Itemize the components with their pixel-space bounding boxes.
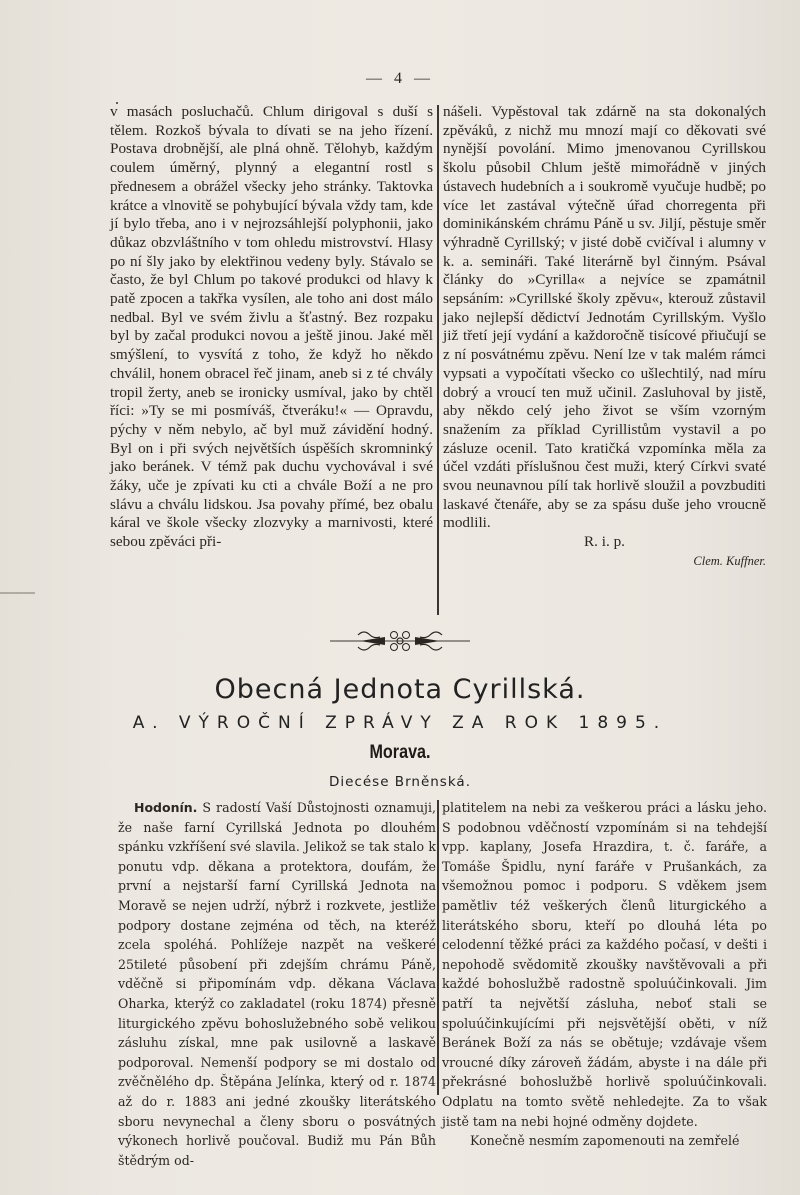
ornament-scroll	[358, 644, 380, 650]
ornament-scroll	[420, 644, 442, 650]
report-right-last-line: Konečně nesmím zapomenouti na zemřelé	[470, 1133, 740, 1149]
report-right-text: platitelem na nebi za veškerou práci a lásku jeho. S podobnou vděčností vzpomínám si na tehdejší vpp. kaplany, Josefa Hrazdira, t. č. faráře, a Tomáše Špidlu, nyní faráře v Prušankách, za všemožnou pomoc i podporu. S vděkem jsem pamětliv též veškerých členů liturgického a literátského sboru, kteří po dlouhá léta po celodenní těžké práci za každého počasí, v dešti i nepohodě svědomitě zkoušky navštěvovali a při každé bohoslužbě radostně spoluúčinkovali. Jim patří ta největší zásluha, neboť stali se spoluúčinkujícími při nejsvětější oběti, v níž Beránek Boží za nás se obětuje; vzdávaje všem vroucné díky zároveň žádám, abyste i na dále při překrásné bohoslužbě horlivě spoluúčinkovali. Odplatu na tomto světě nehledejte. Za to však jistě tam na nebi hojné odměny dojdete.	[442, 800, 767, 1129]
report-paragraph	[118, 798, 436, 1170]
ornament-arrow-right	[415, 637, 440, 645]
ornament-petal	[403, 632, 410, 639]
column-divider-lower	[437, 800, 439, 1095]
author-signature: Clem. Kuffner.	[693, 553, 766, 568]
region-heading: Morava.	[369, 742, 431, 763]
closing-rip: R. i. p.	[584, 533, 625, 551]
ornament-petal	[403, 644, 410, 651]
article-left-text: v masách posluchačů. Chlum dirigoval s duší s tělem. Rozkoš bývala to dívati se na jeho řízení. Postava drobnější, ale plná ohně. Tělohyb, každým coulem úměrný, plynný a elegantní rostl s přednesem a obrážel všecky jeho stránky. Taktovka krátce a vlnovitě se pohybující bývala vždy tam, kde jí bylo třeba, ano i v nejrozsáhlejší polyphonii, jako důkaz obzvláštního v tom ohledu mistrovství. Hlasy po ní šly jako by elektřinou vedeny byly. Stávalo se často, že byl Chlum po takové produkci od hlavy k patě zpocen a takřka vysílen, ale toho ani dost málo nedbal. Byl ve svém živlu a šťastný. Bez rozpaku byl by začal produkci novou a ještě jinou. Jaké měl smýšlení, to vysvítá z toho, že když ho někdo chválil, honem obracel řeč jinam, aneb si z té chvály tropil žerty, aneb se ironicky usmíval, jako by chtěl říci: »Ty se mi posmíváš, čtveráku!« — Opravdu, pýchy v něm nebylo, ač byl muž závidění hodný. Byl on i při svých největších úspěších skromninký jako beránek. V témž pak duchu vychovával i své žáky, uče je zpívati ku cti a chvále Boží a ne pro slávu a chválu lidskou. Jsa povahy přímé, bez obalu káral ve škole všecky zlozvyky a marnivosti, které sebou zpěváci při-	[110, 103, 433, 551]
ornament-scroll	[420, 632, 442, 638]
ornament-scroll	[358, 632, 380, 638]
diocese-heading: Diecése Brněnská.	[329, 774, 471, 790]
section-title: Obecná Jednota Cyrillská.	[214, 674, 586, 705]
page-edge-mark	[0, 592, 35, 594]
ornament-petal	[391, 632, 398, 639]
article-column-left	[110, 103, 433, 552]
ornament-petal	[391, 644, 398, 651]
page-number: — 4 —	[366, 70, 434, 87]
column-divider-upper	[437, 105, 439, 615]
ornament-divider-icon	[330, 627, 470, 655]
article-column-right	[443, 103, 766, 571]
ornament-arrow-left	[360, 637, 385, 645]
article-right-text: nášeli. Vypěstoval tak zdárně na sta dokonalých zpěváků, z nichž mu mnozí mají co děkovati své nynější povolání. Mimo jmenovanou Cyrillskou školu působil Chlum ještě mimořádně v jiných ústavech hudebních a i soukromě vyučuje hudbě; po více let zastával výtečně úřad chorregenta při dominikánském chrámu Páně u sv. Jiljí, pěstuje směr výhradně Cyrillský; v jisté době cvičíval i alumny v k. a. semináři. Také literárně byl činným. Psával články do »Cyrilla« a nejvíce se zpamátnil sepsáním: »Cyrillské školy zpěvu«, kterouž zůstavil jako nejlepší dědictví Jednotám Cyrillským. Vyšlo již třetí její vydání a každoročně tisícové přiučují se z ní posvátnému zpěvu. Není lze v tak malém rámci vypsati a vypočítati všecko co ušlechtilý, nad míru dobrý a vroucí ten muž učinil. Zasluhoval by jistě, aby někdo celý jeho život se vším vzorným snažením za příklad Cyrillistům vystavil a po zásluze ocenil. Tato kratičká vzpomínka měla za účel vzdáti příslušnou čest muži, který Církvi svaté svou neunavnou pílí tak horlivě sloužil a povzbuditi laskavé čtenáře, aby se za spásu duše jeho vroucně modlili.	[443, 103, 766, 532]
report-column-left	[118, 798, 436, 1170]
report-place-name: Hodonín.	[134, 800, 198, 815]
report-left-text: S radostí Vaší Důstojnosti oznamuji, že naše farní Cyrillská Jednota po dlouhém spánku vzkříšení své slavila. Jelikož se tak stalo k ponutu vdp. děkana a protektora, doufám, že první a nejstarší farní Cyrillská Jednota na Moravě se nejen udrží, nýbrž i rozkvete, jestliže podpory dostane zejména od těch, na kteréž zcela spoléhá. Pohlížeje nazpět na veškeré 25tileté působení při zdejším chrámu Páně, vděčně si připomínám vdp. děkana Václava Oharka, kterýž co zakladatel (roku 1874) přesně liturgického zpěvu bohoslužebného sobě velikou zásluhu získal, mne pak usilovně a laskavě podporoval. Nemenší podpory se mi dostalo od zvěčnělého dp. Štěpána Jelínka, který od r. 1874 až do r. 1883 ani jedné zkoušky literátského sboru nevynechal a členy sboru o posvátných výkonech horlivě poučoval. Budiž mu Pán Bůh štědrým od-	[118, 800, 436, 1168]
report-column-right	[442, 798, 767, 1151]
section-subtitle: A. VÝROČNÍ ZPRÁVY ZA ROK 1895.	[132, 713, 668, 733]
